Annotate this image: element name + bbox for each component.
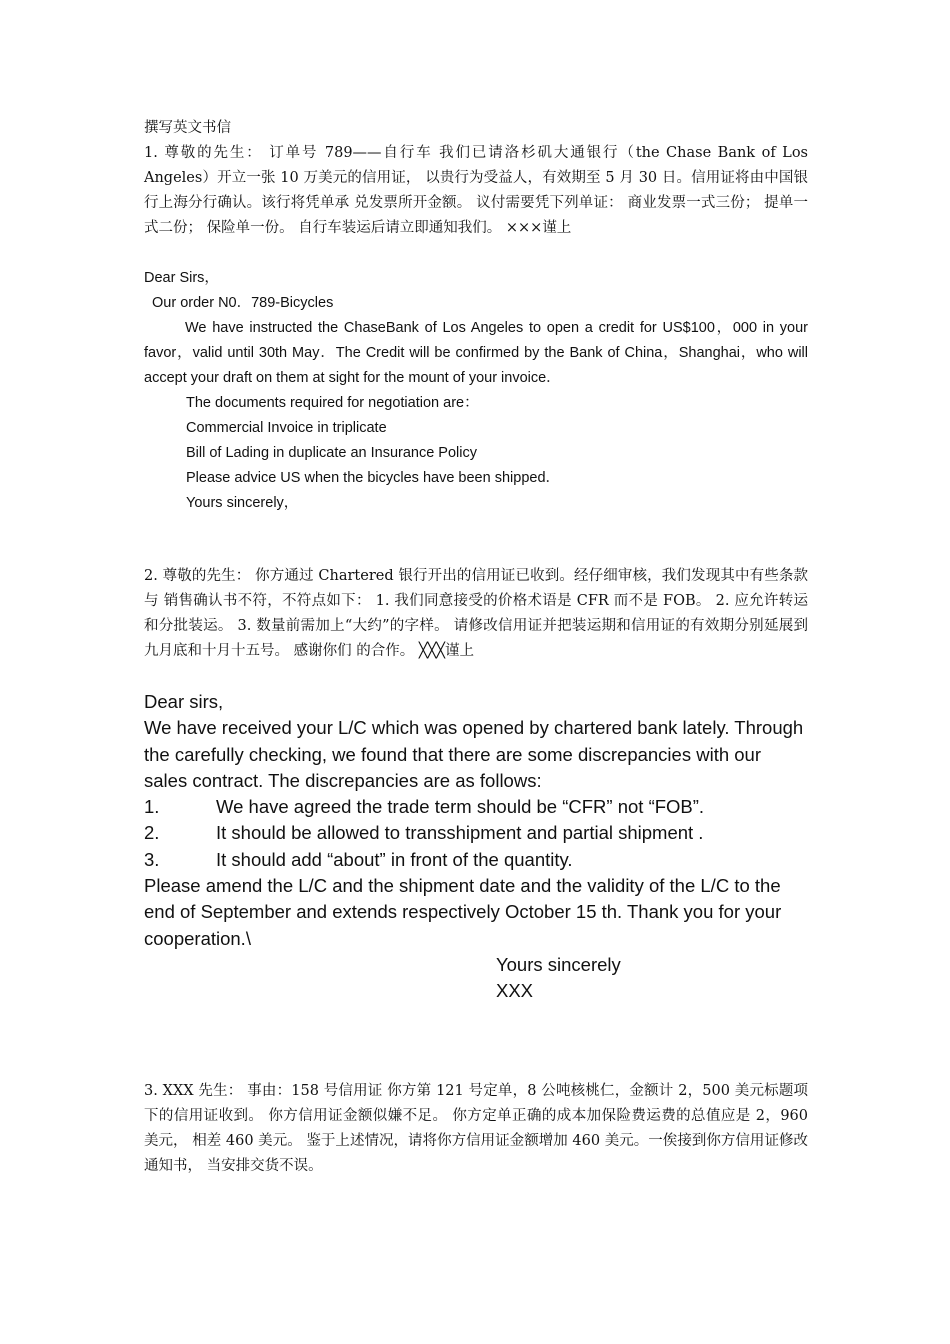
letter1-docs-intro: The documents required for negotiation are： [186, 395, 479, 411]
letter1-body: We have instructed the ChaseBank of Los Angeles to open a credit for US$100，000 in your favor，valid until 30th May．The Credit will be confirmed by the Bank of China，Shanghai，who will accept your draft on them at sight for the mount of your invoice． [144, 320, 808, 386]
letter1-doc-invoice: Commercial Invoice in triplicate [186, 420, 387, 436]
letter2-signature: XXX [496, 980, 534, 1002]
letter2-body: We have received your L/C which was opened by chartered bank lately. Through the carefully checking, we found that there are some discrepancies with our sales contract. The discrepancies are as follows: [144, 717, 804, 791]
letter2-closing: Yours sincerely [496, 953, 621, 975]
letter2-item-3: 3. It should add “about” in front of the quantity. [144, 848, 573, 870]
letter1-closing: Yours sincerely， [186, 495, 299, 511]
letter2-request: Please amend the L/C and the shipment date and the validity of the L/C to the end of September and extends respectively October 15 th. Thank you for your cooperation.\ [144, 875, 782, 949]
letter2-greeting: Dear sirs, [144, 691, 224, 712]
letter1-chinese-text: 1. 尊敬的先生： 订单号 789——自行车 我们已请洛杉矶大通银行（the Chase Bank of Los Angeles）开立一张 10 万美元的信用证， 以贵行为受益人，有效期至 5 月 30 日。信用证将由中国银行上海分行确认。该行将凭单承 兑发票所开金额。 议付需要凭下列单证： 商业发票一式三份； 提单一式二份； 保险单一份。 自行车装运后请立即通知我们。 ×××谨上 [144, 145, 808, 236]
letter3-chinese-text: 3. XXX 先生： 事由：158 号信用证 你方第 121 号定单，8 公吨核桃仁，金额计 2，500 美元标题项下的信用证收到。 你方信用证金额似嫌不足。 你方定单正确的成本加保险费运费的总值应是 2，960 美元， 相差 460 美元。 鉴于上述情况，请将你方信用证金额增加 460 美元。一俟接到你方信用证修改通知书， 当安排交货不误。 [144, 1083, 808, 1174]
letter2-english [144, 689, 808, 1005]
letter1-advice: Please advice US when the bicycles have been shipped． [186, 470, 561, 486]
letter2-chinese-text: 2. 尊敬的先生： 你方通过 Chartered 银行开出的信用证已收到。经仔细审核，我们发现其中有些条款与 销售确认书不符，不符点如下： 1. 我们同意接受的价格术语是 CFR 而不是 FOB。 2. 应允许转运和分批装运。 3. 数量前需加上“大约”的字样。 请修改信用证并把装运期和信用证的有效期分别延展到九月底和十月十五号。 感谢你们 的合作。 ╳╳╳谨上 [144, 568, 808, 659]
letter1-subject: Our order N0．789-Bicycles [152, 295, 334, 311]
letter1-english [144, 266, 808, 516]
letter1-doc-bill: Bill of Lading in duplicate an Insurance Policy [186, 445, 477, 461]
letter2-item-1: 1. We have agreed the trade term should be “CFR” not “FOB”. [144, 796, 705, 818]
letter2-item-2: 2. It should be allowed to transshipment and partial shipment . [144, 822, 704, 844]
document-heading: 撰写英文书信 [144, 120, 231, 136]
letter1-greeting: Dear Sirs， [144, 270, 219, 286]
